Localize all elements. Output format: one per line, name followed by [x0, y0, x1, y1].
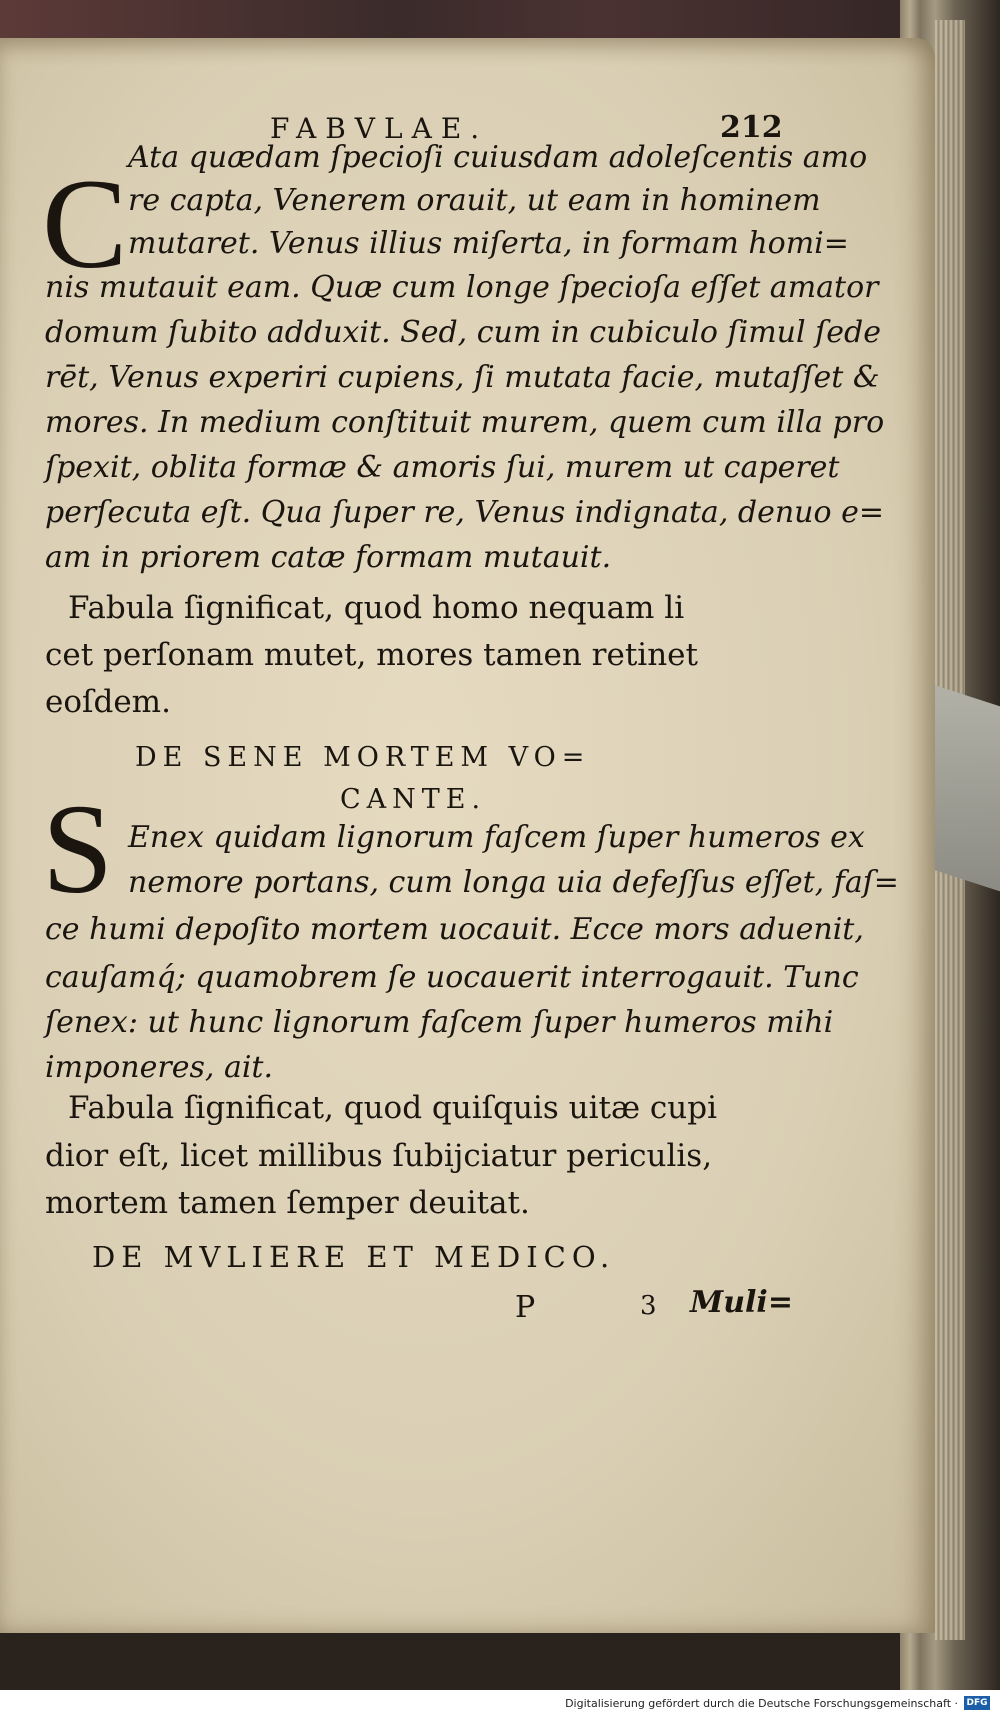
fable1-moral-2: cet perſonam mutet, mores tamen retinet — [45, 637, 698, 673]
bookmark-ribbon — [925, 682, 1000, 893]
fable1-line-9: perſecuta eſt. Qua ſuper re, Venus indignata, denuo e= — [45, 495, 884, 530]
fable2-line-4: cauſamq́; quamobrem ſe uocauerit interrogauit. Tunc — [45, 960, 859, 995]
fable1-line-5: domum ſubito adduxit. Sed, cum in cubiculo ſimul ſede — [45, 315, 881, 350]
fable2-heading-line-1: DE SENE MORTEM VO= — [135, 742, 591, 773]
catchword: Muli= — [690, 1285, 793, 1320]
dropcap-s: S — [42, 778, 114, 920]
dfg-logo: DFG — [964, 1696, 990, 1710]
dropcap-c: C — [42, 153, 128, 295]
fable1-line-3: mutaret. Venus illius miſerta, in formam homi= — [128, 226, 849, 261]
fable2-line-1: Enex quidam lignorum faſcem ſuper humeros ex — [128, 820, 865, 855]
fable1-line-2: re capta, Venerem orauit, ut eam in hominem — [128, 183, 821, 218]
fable2-line-6: imponeres, ait. — [45, 1050, 274, 1085]
page-number: 212 — [720, 110, 783, 145]
fable2-heading-line-2: CANTE. — [340, 784, 487, 815]
fable1-line-4: nis mutauit eam. Quæ cum longe ſpecioſa eſſet amator — [45, 270, 879, 305]
fable2-moral-2: dior eſt, licet millibus ſubijciatur periculis, — [45, 1138, 713, 1174]
fable1-line-7: mores. In medium conſtituit murem, quem cum illa pro — [45, 405, 885, 440]
fable1-line-10: am in priorem catæ formam mutauit. — [45, 540, 612, 575]
signature-number: 3 — [640, 1291, 657, 1321]
fable1-line-6: rēt, Venus experiri cupiens, ſi mutata facie, mutaſſet & — [45, 360, 880, 395]
fable2-moral-3: mortem tamen ſemper deuitat. — [45, 1185, 530, 1221]
footer-credit: Digitalisierung gefördert durch die Deutsche Forschungsgemeinschaft · — [565, 1697, 958, 1710]
fable1-line-1: Ata quædam ſpecioſi cuiusdam adoleſcentis amo — [128, 140, 868, 175]
fable1-moral-1: Fabula ſignificat, quod homo nequam li — [68, 590, 685, 626]
running-head: FABVLAE. — [270, 112, 489, 145]
fable2-moral-1: Fabula ſignificat, quod quiſquis uitæ cupi — [68, 1090, 718, 1126]
fable1-moral-3: eoſdem. — [45, 684, 171, 720]
fable2-line-2: nemore portans, cum longa uia defeſſus eſſet, faſ= — [128, 865, 899, 900]
fable1-line-8: ſpexit, oblita formæ & amoris ſui, murem ut caperet — [45, 450, 840, 485]
next-fable-heading: DE MVLIERE ET MEDICO. — [92, 1240, 616, 1274]
fable2-line-5: ſenex: ut hunc lignorum faſcem ſuper humeros mihi — [45, 1005, 834, 1040]
fable2-line-3: ce humi depoſito mortem uocauit. Ecce mors aduenit, — [45, 912, 864, 947]
signature-mark: P — [515, 1290, 536, 1325]
